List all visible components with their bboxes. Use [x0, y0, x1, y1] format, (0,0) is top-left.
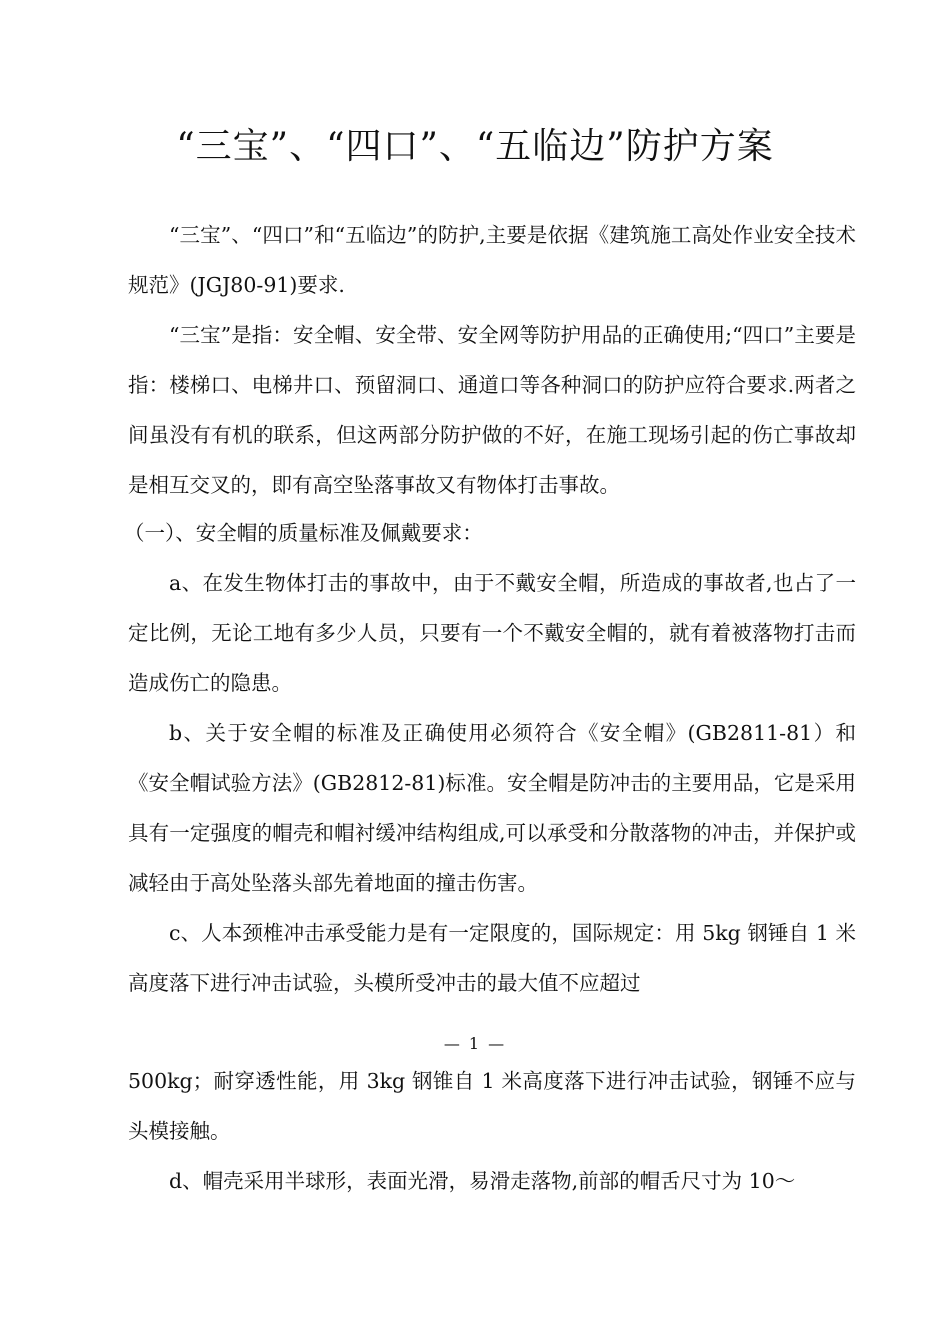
- paragraph-d: d、帽壳采用半球形，表面光滑，易滑走落物,前部的帽舌尺寸为 10～: [169, 1169, 796, 1193]
- paragraph-c: c、人本颈椎冲击承受能力是有一定限度的，国际规定：用 5kg 钢锤自 1 米高度落下进行冲击试验，头模所受冲击的最大值不应超过: [128, 921, 856, 995]
- paragraph-intro: “三宝”、“四口”和“五临边”的防护,主要是依据《建筑施工高处作业安全技术规范》(JGJ80-91)要求.: [128, 223, 856, 297]
- page-number: — 1 —: [443, 1034, 507, 1053]
- section-heading-helmet: （一）、安全帽的质量标准及佩戴要求：: [124, 521, 483, 545]
- document-title: “三宝”、“四口”、“五临边”防护方案: [176, 126, 774, 167]
- paragraph-b: b、关于安全帽的标准及正确使用必须符合《安全帽》(GB2811-81）和《安全帽试验方法》(GB2812-81)标准。安全帽是防冲击的主要用品，它是采用具有一定强度的帽壳和帽衬缓冲结构组成,可以承受和分散落物的冲击，并保护或减轻由于高处坠落头部先着地面的撞击伤害。: [128, 721, 856, 895]
- paragraph-sanbao-sikou: “三宝”是指：安全帽、安全带、安全网等防护用品的正确使用;“四口”主要是指：楼梯口、电梯井口、预留洞口、通道口等各种洞口的防护应符合要求.两者之间虽没有有机的联系，但这两部分防护做的不好，在施工现场引起的伤亡事故却是相互交叉的，即有高空坠落事故又有物体打击事故。: [128, 323, 856, 497]
- paragraph-a: a、在发生物体打击的事故中，由于不戴安全帽，所造成的事故者,也占了一定比例，无论工地有多少人员，只要有一个不戴安全帽的，就有着被落物打击而造成伤亡的隐患。: [128, 571, 856, 695]
- paragraph-c-continued: 500kg；耐穿透性能，用 3kg 钢锥自 1 米高度落下进行冲击试验，钢锤不应与头模接触。: [128, 1069, 856, 1143]
